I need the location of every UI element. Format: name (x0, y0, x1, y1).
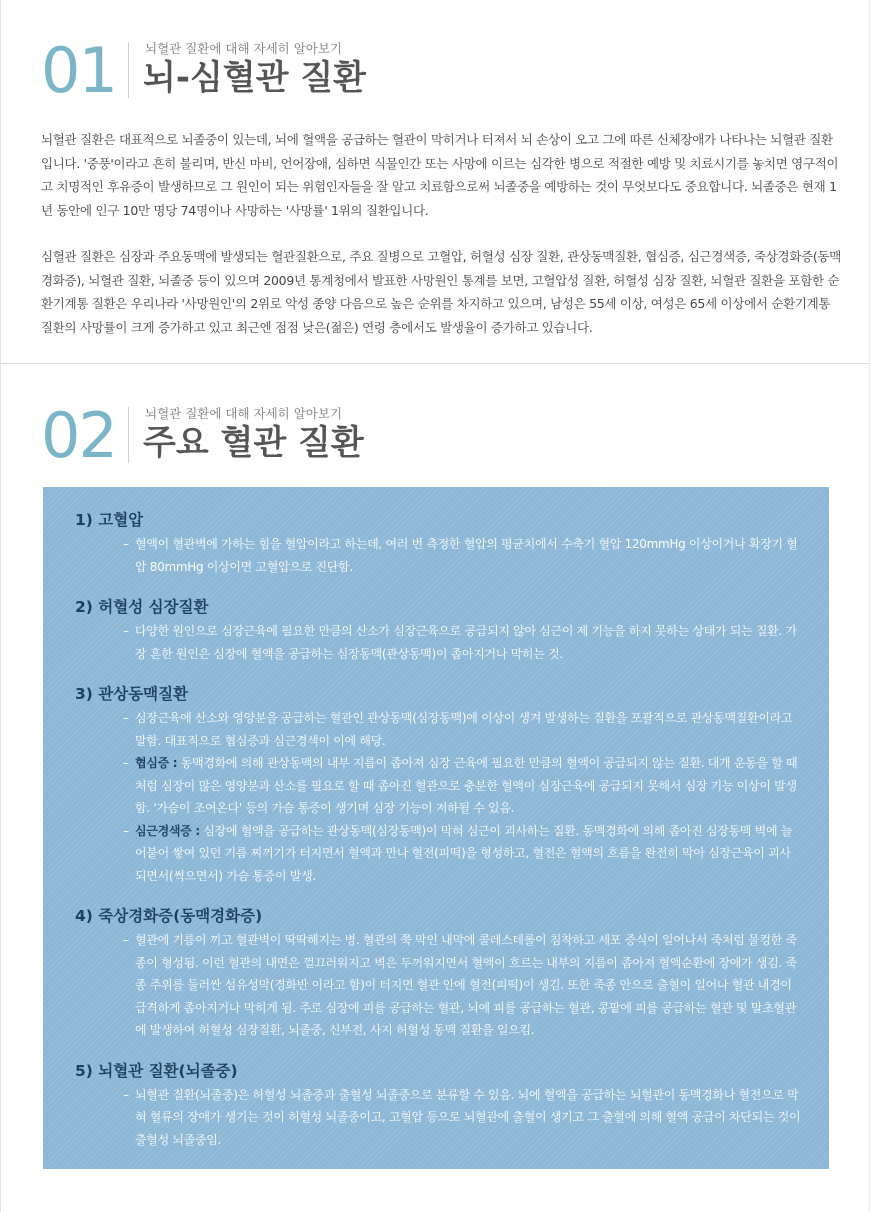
description-text: 동맥경화에 의해 관상동맥의 내부 지름이 좁아져 심장 근육에 필요한 만큼의 혈액이 공급되지 않는 질환. 대개 운동을 할 때처럼 심장이 많은 영양분과 산소를 필요로 할 때 좁아진 혈관으로 충분한 혈액이 심장근육에 공급되지 못해서 심장 기능 이상이 발생함. '가슴이 조여온다' 등의 가슴 통증이 생기며 심장 기능이 저하될 수 있음. (135, 756, 798, 815)
disease-description (75, 929, 801, 1042)
section-number: 01 (41, 34, 116, 107)
section-subtitle: 뇌혈관 질환에 대해 자세히 알아보기 (145, 406, 343, 421)
disease-item (75, 681, 801, 887)
disease-description (75, 620, 801, 665)
paragraph-cardiovascular: 심혈관 질환은 심장과 주요동맥에 발생되는 혈관질환으로, 주요 질병으로 고혈압, 허혈성 심장 질환, 관상동맥질환, 협심증, 심근경색증, 죽상경화증(동맥경화증), 뇌혈관 질환, 뇌졸중 등이 있으며 2009년 통계청에서 발표한 사망원인 통계를 보면, 고혈압성 질환, 허혈성 심장 질환, 뇌혈관 질환을 포함한 순환기계통 질환은 우리나라 '사망원인'의 2위로 악성 종양 다음으로 높은 순위를 차지하고 있으며, 남성은 55세 이상, 여성은 65세 이상에서 순환기계통 질환의 사망률이 크게 증가하고 있고 최근엔 점점 낮은(젊은) 연령 층에서도 발생율이 증가하고 있습니다. (41, 249, 841, 335)
disease-description (75, 707, 801, 752)
dash-marker: – (123, 933, 129, 947)
description-text: 혈액이 혈관벽에 가하는 힘을 혈압이라고 하는데, 여러 번 측정한 혈압의 평균치에서 수축기 혈압 120mmHg 이상이거나 확장기 혈압 80mmHg 이상이면 고혈압으로 진단함. (135, 537, 798, 574)
dash-marker: – (123, 624, 129, 638)
description-text: 뇌혈관 질환(뇌졸중)은 허혈성 뇌졸중과 출혈성 뇌졸중으로 분류할 수 있음. 뇌에 혈액을 공급하는 뇌혈관이 동맥경화나 혈전으로 막혀 혈류의 장애가 생기는 것이 허혈성 뇌졸중이고, 고혈압 등으로 뇌혈관에 출혈이 생기고 그 출혈에 의해 혈액 공급이 차단되는 것이 출혈성 뇌졸중임. (135, 1087, 801, 1147)
disease-title: 3) 관상동맥질환 (75, 685, 189, 703)
disease-item (75, 507, 801, 578)
header-divider (128, 42, 129, 98)
description-text: 혈관에 기름이 끼고 혈관벽이 딱딱해지는 병. 혈관의 쭉 막인 내막에 콜레스테롤이 침착하고 세포 증식이 일어나서 죽처럼 물컹한 죽종이 형성됨. 이런 혈관의 내면은 껄끄러워지고 벽은 두꺼워지면서 혈액이 흐르는 내부의 지름이 좁아져 혈액순환에 장애가 생김. 죽종 주위를 둘러싼 섬유성막(경화반 이라고 함)이 터지면 혈관 안에 혈전(피떡)이 생김. 또한 죽종 안으로 출혈이 일어나 혈관 내경이 급격하게 좁아지거나 막히게 됨. 주로 심장에 피를 공급하는 혈관, 뇌에 피를 공급하는 혈관, 콩팥에 피를 공급하는 혈관 및 말초혈관에 발생하여 허혈성 심장질환, 뇌졸중, 신부전, 사지 허혈성 동맥 질환을 일으킴. (135, 933, 797, 1037)
section-subtitle: 뇌혈관 질환에 대해 자세히 알아보기 (145, 41, 343, 56)
section-title: 주요 혈관 질환 (143, 423, 364, 463)
section-number: 02 (41, 399, 116, 472)
dash-marker: – (123, 537, 129, 551)
disease-title: 5) 뇌혈관 질환(뇌졸중) (75, 1061, 238, 1080)
section-stroke-cardio-overview (1, 0, 870, 364)
disease-description (75, 820, 801, 888)
section-major-vascular-diseases (1, 365, 870, 1212)
description-text: 심장근육에 산소와 영양분을 공급하는 혈관인 관상동맥(심장동맥)에 이상이 생겨 발생하는 질환을 포괄적으로 관상동맥질환이라고 말함. 대표적으로 협심증과 심근경색이 이에 해당. (135, 711, 793, 748)
dash-marker: – (123, 711, 129, 725)
disease-title: 2) 허혈성 심장질환 (75, 598, 209, 616)
paragraph-cerebrovascular: 뇌혈관 질환은 대표적으로 뇌졸중이 있는데, 뇌에 혈액을 공급하는 혈관이 막히거나 터져서 뇌 손상이 오고 그에 따른 신체장애가 나타나는 뇌혈관 질환입니다. '중풍'이라고 흔히 불리며, 반신 마비, 언어장애, 심하면 식물인간 또는 사망에 이르는 심각한 병으로 적절한 예방 및 치료시기를 놓치면 영구적이고 치명적인 후유증이 발생하므로 그 원인이 되는 위험인자들을 잘 알고 치료함으로써 뇌졸중을 예방하는 것이 무엇보다도 중요합니다. 뇌졸중은 현재 1년 동안에 인구 10만 명당 74명이나 사망하는 '사망률' 1위의 질환입니다. (41, 132, 839, 218)
disease-description (75, 752, 801, 820)
disease-item (75, 594, 801, 665)
disease-info-box (43, 487, 829, 1169)
subtype-label: 협심증 : (135, 756, 178, 770)
description-text: 심장에 혈액을 공급하는 관상동맥(심장동맥)이 막혀 심근이 괴사하는 질환. 동맥경화에 의해 좁아진 심장동맥 벽에 늘어붙어 쌓여 있던 기름 찌꺼기가 터지면서 혈액과 만나 혈전(피떡)을 형성하고, 혈전은 혈액의 흐름을 완전히 막아 심장근육이 괴사되면서(썩으면서) 가슴 통증이 발생. (135, 823, 793, 883)
disease-title: 4) 죽상경화증(동맥경화증) (75, 907, 263, 925)
disease-description (75, 533, 801, 578)
dash-marker: – (123, 1087, 129, 1102)
disease-list (75, 507, 801, 1151)
disease-item (75, 903, 801, 1042)
header-divider (128, 407, 129, 463)
disease-description (75, 1084, 801, 1152)
dash-marker: – (123, 823, 129, 838)
description-text: 다양한 원인으로 심장근육에 필요한 만큼의 산소가 심장근육으로 공급되지 않아 심근이 제 기능을 하지 못하는 상태가 되는 질환. 가장 흔한 원인은 심장에 혈액을 공급하는 심장동맥(관상동맥)이 좁아지거나 막히는 것. (135, 624, 797, 661)
section-body (41, 128, 841, 362)
disease-title: 1) 고혈압 (75, 511, 144, 529)
section-title: 뇌-심혈관 질환 (143, 58, 367, 98)
subtype-label: 심근경색증 : (135, 823, 200, 838)
disease-item (75, 1058, 801, 1152)
dash-marker: – (123, 756, 129, 770)
